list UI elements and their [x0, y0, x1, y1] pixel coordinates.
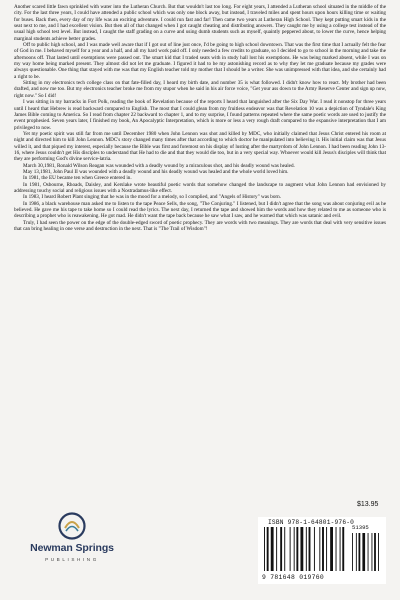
paragraph: Yet my poetic spirit was still far from me until December 1980 when John Lennon was shot and killed by MDC, who initially claimed that Jesus Christ entered his room at night and directed him to kill John Lennon. MDC's story changed many times after that according to which doctor he manipulated into believing it. His initial claim was that Jesus willed it, and that piqued my interest, especially because the Bible was first and foremost on his display of lusting after the martyrdom of John Lennon. I had been reading John 13-16, where Jesus couldn't get His disciples to understand that He had to die and that they would die too, but in a very special way. Whoever would kill Jesus's disciples will think that they are performing God's divine service-latria. — [14, 130, 386, 163]
paragraph: In 1981, Osbourne, Rhoads, Daisley, and Kerslake wrote beautiful poetic words that somehow changed the landscape to augment what John Lennon had envisioned by addressing touchy social and religious issues with a Nostradamus-like effect. — [14, 181, 386, 194]
price-addon-number: 51395 — [352, 524, 369, 531]
paragraph: Another scared little fawn sprinkled with water into the Lutheran Church. But that wouldn't last too long. For eight years, I attended a Lutheran school situated in the middle of the city. For the last three years, I could have attended a public school which was only one block away, but instead, I traveled miles and spent hours upon hours killing time or waiting for buses. Back then, every day of my life was an exciting adventure. I could run fast and far! Then came two years at Lutheran High School. They kept putting smart kids in the seat next to me, and I had excellent vision. But then all of that changed when I got caught cheating and distributing answers. They caught me by using a college test instead of the usual high school test level. But instead, I caught the staff grading on a curve and using dumb students such as myself, quaintly peppered about, to lower the curve, hence helping marginal students achieve better grades. — [14, 4, 386, 42]
back-cover-text — [14, 4, 386, 232]
price-label: $13.95 — [357, 501, 379, 508]
paragraph: Truly, I had seen the power on the edge of the double-edged sword of poetic prophecy. They are words with two meanings. They are words that deal with very sensitive issues that can bring healing in one verse and destruction in the next. That is "The Trail of Wisdom"! — [14, 219, 386, 233]
paragraph: Off to public high school, and I was made well aware that if I got out of line just once, I'd be going to high school downtown. That was the first time that I actually felt the fear of God in me. I behaved myself for a year and a half, and all my hard work paid off. I only needed a few credits to graduate, so I decided to go to school in the morning and take the afternoons off. That lasted until exemptions were passed out. The smart kid that I traded seats with in study hall lost his exemptions. He was being marked absent, while I was on my way home being marked present. They almost did not let me graduate. I figured it had to be my astonishing record as to why they let me graduate because my grades were always questionable. One thing that stayed with me was that my English teacher told my mother that I should be a writer. She was unimpressed with that idea, and she certainly had a right to be. — [14, 42, 386, 80]
paragraph: Sitting in my electronics tech college class on that fate-filled day, I heard my birth date, and number 35 is what followed. I didn't know how to react. My brother had been drafted, and now me too. But my electronics teacher broke me from my stupor when he said in his air force voice, "Get your ass down to the Army Reserve Center and sign up now, right now." So I did! — [14, 80, 386, 99]
paragraph: In 1986, a black warehouse man asked me to listen to the tape Peace Sells, the song, "The Conjuring." I listened, but I didn't agree that the song was about conjuring evil as he believed. He gave me his tape to take home so I could read the lyrics. The next day, I returned the tape and showed him the words and how they related to me as someone who is describing a prophet who is reawakening. He got mad. He didn't want the tape back because he saw what I saw, and he warned that which was satanic and evil. — [14, 200, 386, 220]
paragraph: March 30,1981, Ronald Wilson Reagan was wounded with a deadly wound by a miraculous shot, and his deadly wound was healed. — [23, 162, 295, 169]
barcode-icon — [264, 527, 382, 573]
paragraph: I was sitting in my barracks in Fort Polk, reading the book of Revelation because of the reports I heard that languished after the Six Day War. I read it nonstop for three years until I heard that Hebrew is read backward compared to English. The most that I could glean from my fruitless endeavor was that Revelation 10 was a depiction of Tyndale's King James Bible coming to America. So I read from chapter 22 backward to chapter 1, and to my surprise, I found patterns repeated where the same poetic words are used to justify the event prophesied. Seven years later, I finished my book, An Apocalyptic Interpretation, which is more or less a very rough draft compared to the expansive interpretation that I am privileged to now. — [14, 99, 386, 131]
paragraph: In 1983, I heard Robert Plant singing that he was in the mood for a melody, so I complied, and "Angels of History" was born. — [23, 194, 281, 201]
publisher-emblem-icon — [58, 512, 86, 540]
isbn-label: ISBN 978-1-64801-976-0 — [268, 519, 355, 526]
ean-digits: 9 781648 019760 — [262, 574, 325, 581]
paragraph: May 13,1981, John Paul II was wounded with a deadly wound and his deadly wound was healed and the whole world loved him. — [23, 168, 289, 175]
publisher-logo — [24, 512, 120, 580]
publisher-name: Newman Springs — [30, 542, 114, 554]
publisher-subtitle: PUBLISHING — [45, 557, 99, 562]
paragraph: In 1981, the EU became ten when Greece entered in. — [23, 175, 132, 182]
